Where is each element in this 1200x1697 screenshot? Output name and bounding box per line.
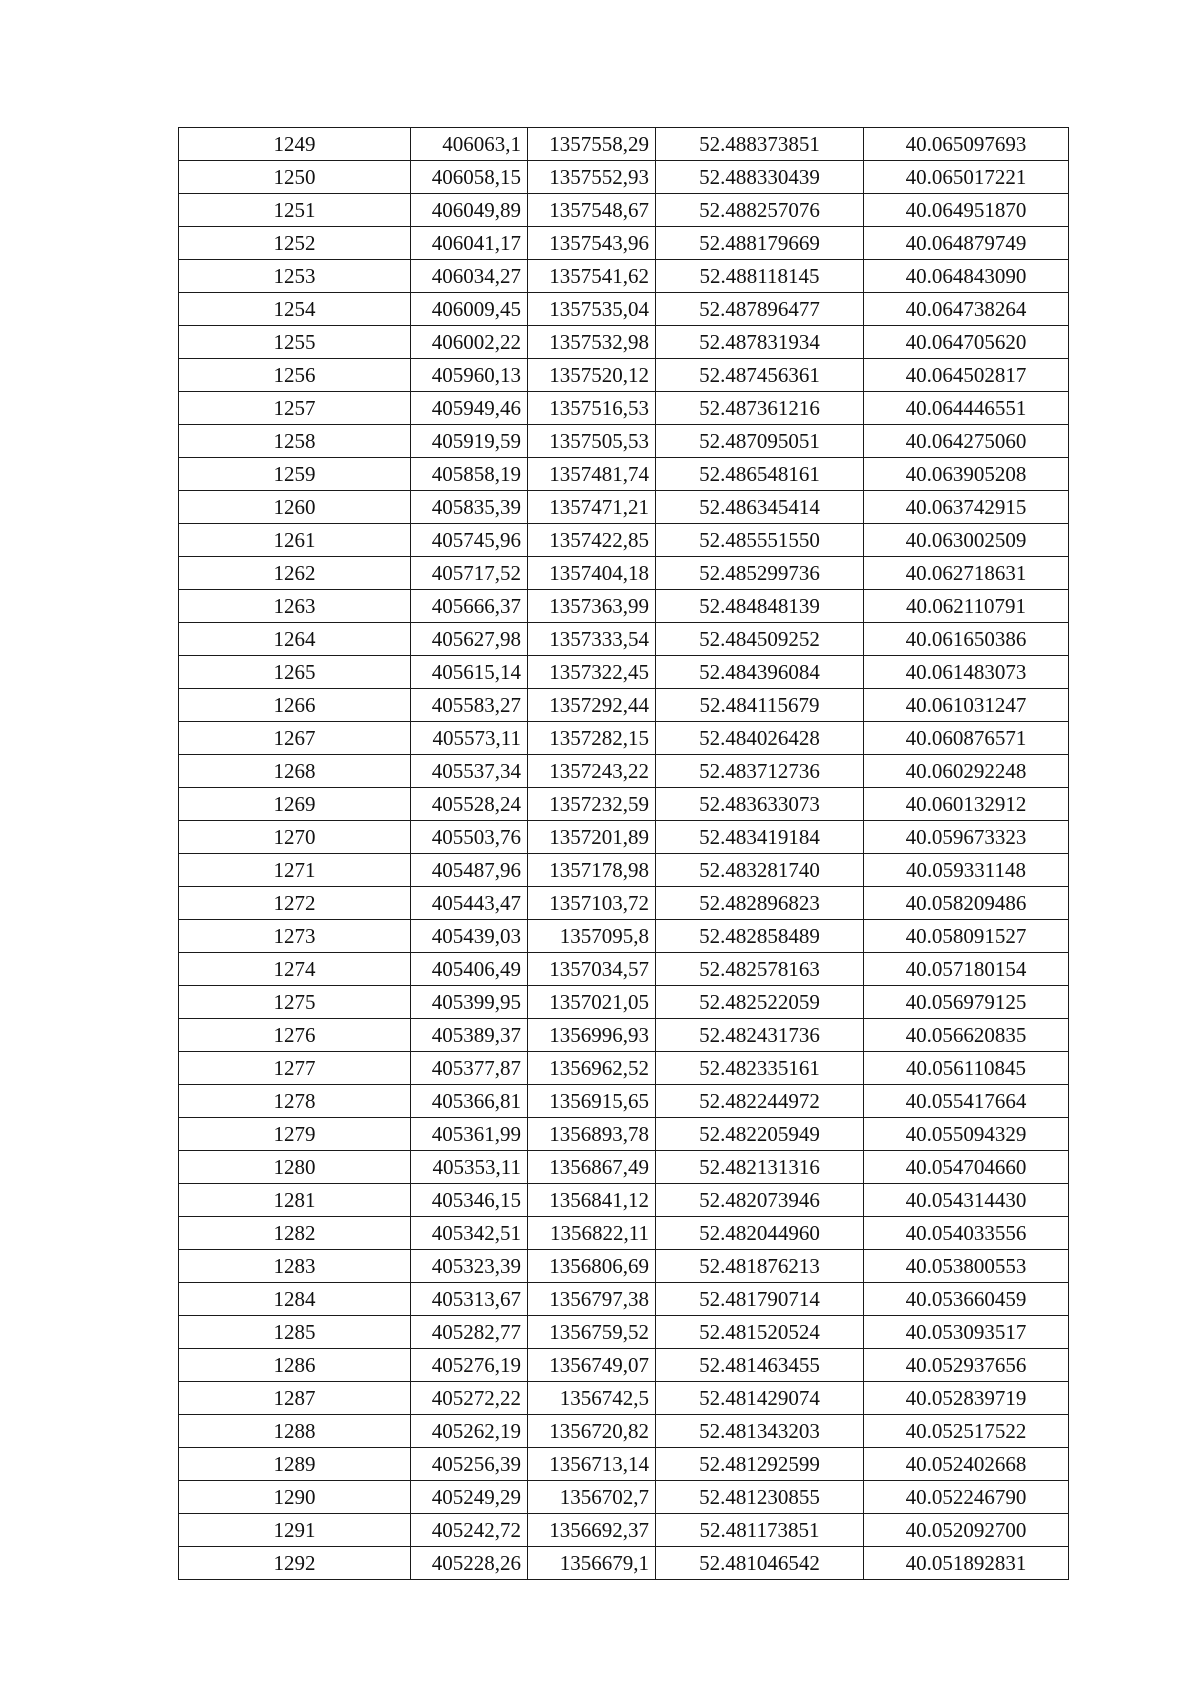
- latitude-cell: 52.487831934: [656, 326, 864, 359]
- x-coordinate-cell: 405242,72: [411, 1514, 528, 1547]
- table-row: [179, 1217, 1069, 1250]
- y-coordinate-cell: 1357543,96: [528, 227, 656, 260]
- longitude-cell: 40.060292248: [864, 755, 1069, 788]
- longitude-cell: 40.056110845: [864, 1052, 1069, 1085]
- y-coordinate-cell: 1356797,38: [528, 1283, 656, 1316]
- x-coordinate-cell: 405528,24: [411, 788, 528, 821]
- x-coordinate-cell: 405377,87: [411, 1052, 528, 1085]
- latitude-cell: 52.484396084: [656, 656, 864, 689]
- y-coordinate-cell: 1357034,57: [528, 953, 656, 986]
- table-row: [179, 260, 1069, 293]
- x-coordinate-cell: 405487,96: [411, 854, 528, 887]
- point-number-cell: 1250: [179, 161, 411, 194]
- y-coordinate-cell: 1356679,1: [528, 1547, 656, 1580]
- x-coordinate-cell: 405353,11: [411, 1151, 528, 1184]
- y-coordinate-cell: 1357243,22: [528, 755, 656, 788]
- table-row: [179, 1250, 1069, 1283]
- y-coordinate-cell: 1356749,07: [528, 1349, 656, 1382]
- x-coordinate-cell: 405282,77: [411, 1316, 528, 1349]
- y-coordinate-cell: 1357481,74: [528, 458, 656, 491]
- latitude-cell: 52.481790714: [656, 1283, 864, 1316]
- table-row: [179, 1448, 1069, 1481]
- y-coordinate-cell: 1357532,98: [528, 326, 656, 359]
- table-row: [179, 491, 1069, 524]
- latitude-cell: 52.487456361: [656, 359, 864, 392]
- y-coordinate-cell: 1357535,04: [528, 293, 656, 326]
- latitude-cell: 52.482858489: [656, 920, 864, 953]
- point-number-cell: 1287: [179, 1382, 411, 1415]
- y-coordinate-cell: 1357232,59: [528, 788, 656, 821]
- longitude-cell: 40.064843090: [864, 260, 1069, 293]
- point-number-cell: 1272: [179, 887, 411, 920]
- point-number-cell: 1263: [179, 590, 411, 623]
- y-coordinate-cell: 1357178,98: [528, 854, 656, 887]
- x-coordinate-cell: 406063,1: [411, 128, 528, 161]
- point-number-cell: 1260: [179, 491, 411, 524]
- longitude-cell: 40.061483073: [864, 656, 1069, 689]
- longitude-cell: 40.056620835: [864, 1019, 1069, 1052]
- x-coordinate-cell: 405919,59: [411, 425, 528, 458]
- y-coordinate-cell: 1356893,78: [528, 1118, 656, 1151]
- latitude-cell: 52.483712736: [656, 755, 864, 788]
- coordinates-table: [178, 127, 1069, 1580]
- point-number-cell: 1289: [179, 1448, 411, 1481]
- point-number-cell: 1255: [179, 326, 411, 359]
- table-row: [179, 689, 1069, 722]
- longitude-cell: 40.065097693: [864, 128, 1069, 161]
- latitude-cell: 52.484509252: [656, 623, 864, 656]
- point-number-cell: 1278: [179, 1085, 411, 1118]
- point-number-cell: 1267: [179, 722, 411, 755]
- point-number-cell: 1270: [179, 821, 411, 854]
- longitude-cell: 40.064879749: [864, 227, 1069, 260]
- y-coordinate-cell: 1357363,99: [528, 590, 656, 623]
- longitude-cell: 40.054033556: [864, 1217, 1069, 1250]
- table-row: [179, 821, 1069, 854]
- y-coordinate-cell: 1356806,69: [528, 1250, 656, 1283]
- longitude-cell: 40.058091527: [864, 920, 1069, 953]
- x-coordinate-cell: 406041,17: [411, 227, 528, 260]
- table-row: [179, 359, 1069, 392]
- latitude-cell: 52.484848139: [656, 590, 864, 623]
- latitude-cell: 52.485551550: [656, 524, 864, 557]
- latitude-cell: 52.486345414: [656, 491, 864, 524]
- latitude-cell: 52.488118145: [656, 260, 864, 293]
- y-coordinate-cell: 1356692,37: [528, 1514, 656, 1547]
- longitude-cell: 40.064502817: [864, 359, 1069, 392]
- table-row: [179, 227, 1069, 260]
- point-number-cell: 1273: [179, 920, 411, 953]
- point-number-cell: 1258: [179, 425, 411, 458]
- point-number-cell: 1283: [179, 1250, 411, 1283]
- y-coordinate-cell: 1357404,18: [528, 557, 656, 590]
- table-row: [179, 194, 1069, 227]
- table-row: [179, 623, 1069, 656]
- table-row: [179, 1415, 1069, 1448]
- latitude-cell: 52.481173851: [656, 1514, 864, 1547]
- point-number-cell: 1282: [179, 1217, 411, 1250]
- point-number-cell: 1264: [179, 623, 411, 656]
- longitude-cell: 40.059331148: [864, 854, 1069, 887]
- point-number-cell: 1256: [179, 359, 411, 392]
- x-coordinate-cell: 405858,19: [411, 458, 528, 491]
- point-number-cell: 1254: [179, 293, 411, 326]
- y-coordinate-cell: 1357103,72: [528, 887, 656, 920]
- table-row: [179, 986, 1069, 1019]
- x-coordinate-cell: 405666,37: [411, 590, 528, 623]
- longitude-cell: 40.063742915: [864, 491, 1069, 524]
- longitude-cell: 40.057180154: [864, 953, 1069, 986]
- table-row: [179, 1184, 1069, 1217]
- y-coordinate-cell: 1357422,85: [528, 524, 656, 557]
- latitude-cell: 52.484026428: [656, 722, 864, 755]
- table-row: [179, 1481, 1069, 1514]
- x-coordinate-cell: 405439,03: [411, 920, 528, 953]
- point-number-cell: 1292: [179, 1547, 411, 1580]
- latitude-cell: 52.481046542: [656, 1547, 864, 1580]
- point-number-cell: 1262: [179, 557, 411, 590]
- point-number-cell: 1269: [179, 788, 411, 821]
- x-coordinate-cell: 405745,96: [411, 524, 528, 557]
- point-number-cell: 1280: [179, 1151, 411, 1184]
- longitude-cell: 40.053800553: [864, 1250, 1069, 1283]
- table-row: [179, 524, 1069, 557]
- point-number-cell: 1286: [179, 1349, 411, 1382]
- table-row: [179, 1019, 1069, 1052]
- point-number-cell: 1252: [179, 227, 411, 260]
- longitude-cell: 40.062110791: [864, 590, 1069, 623]
- x-coordinate-cell: 405573,11: [411, 722, 528, 755]
- x-coordinate-cell: 406002,22: [411, 326, 528, 359]
- point-number-cell: 1251: [179, 194, 411, 227]
- latitude-cell: 52.481230855: [656, 1481, 864, 1514]
- table-row: [179, 953, 1069, 986]
- x-coordinate-cell: 405262,19: [411, 1415, 528, 1448]
- table-row: [179, 1151, 1069, 1184]
- latitude-cell: 52.485299736: [656, 557, 864, 590]
- point-number-cell: 1249: [179, 128, 411, 161]
- y-coordinate-cell: 1357548,67: [528, 194, 656, 227]
- table-row: [179, 392, 1069, 425]
- latitude-cell: 52.482522059: [656, 986, 864, 1019]
- latitude-cell: 52.482073946: [656, 1184, 864, 1217]
- latitude-cell: 52.484115679: [656, 689, 864, 722]
- longitude-cell: 40.053660459: [864, 1283, 1069, 1316]
- latitude-cell: 52.481876213: [656, 1250, 864, 1283]
- y-coordinate-cell: 1357558,29: [528, 128, 656, 161]
- longitude-cell: 40.060132912: [864, 788, 1069, 821]
- y-coordinate-cell: 1356962,52: [528, 1052, 656, 1085]
- longitude-cell: 40.051892831: [864, 1547, 1069, 1580]
- table-row: [179, 1382, 1069, 1415]
- point-number-cell: 1291: [179, 1514, 411, 1547]
- y-coordinate-cell: 1357471,21: [528, 491, 656, 524]
- y-coordinate-cell: 1356742,5: [528, 1382, 656, 1415]
- y-coordinate-cell: 1356915,65: [528, 1085, 656, 1118]
- latitude-cell: 52.483419184: [656, 821, 864, 854]
- longitude-cell: 40.063002509: [864, 524, 1069, 557]
- x-coordinate-cell: 405717,52: [411, 557, 528, 590]
- point-number-cell: 1275: [179, 986, 411, 1019]
- x-coordinate-cell: 405583,27: [411, 689, 528, 722]
- longitude-cell: 40.059673323: [864, 821, 1069, 854]
- y-coordinate-cell: 1357282,15: [528, 722, 656, 755]
- longitude-cell: 40.064738264: [864, 293, 1069, 326]
- point-number-cell: 1266: [179, 689, 411, 722]
- latitude-cell: 52.482335161: [656, 1052, 864, 1085]
- latitude-cell: 52.483633073: [656, 788, 864, 821]
- x-coordinate-cell: 405443,47: [411, 887, 528, 920]
- longitude-cell: 40.058209486: [864, 887, 1069, 920]
- x-coordinate-cell: 405835,39: [411, 491, 528, 524]
- latitude-cell: 52.482205949: [656, 1118, 864, 1151]
- y-coordinate-cell: 1357095,8: [528, 920, 656, 953]
- table-row: [179, 1514, 1069, 1547]
- table-row: [179, 557, 1069, 590]
- y-coordinate-cell: 1357333,54: [528, 623, 656, 656]
- point-number-cell: 1284: [179, 1283, 411, 1316]
- longitude-cell: 40.052092700: [864, 1514, 1069, 1547]
- longitude-cell: 40.053093517: [864, 1316, 1069, 1349]
- y-coordinate-cell: 1357552,93: [528, 161, 656, 194]
- x-coordinate-cell: 405272,22: [411, 1382, 528, 1415]
- y-coordinate-cell: 1356759,52: [528, 1316, 656, 1349]
- longitude-cell: 40.063905208: [864, 458, 1069, 491]
- y-coordinate-cell: 1356713,14: [528, 1448, 656, 1481]
- latitude-cell: 52.488179669: [656, 227, 864, 260]
- longitude-cell: 40.052937656: [864, 1349, 1069, 1382]
- table-row: [179, 887, 1069, 920]
- latitude-cell: 52.487896477: [656, 293, 864, 326]
- table-row: [179, 755, 1069, 788]
- longitude-cell: 40.060876571: [864, 722, 1069, 755]
- table-row: [179, 1316, 1069, 1349]
- y-coordinate-cell: 1356841,12: [528, 1184, 656, 1217]
- table-row: [179, 656, 1069, 689]
- table-row: [179, 854, 1069, 887]
- table-row: [179, 788, 1069, 821]
- longitude-cell: 40.052402668: [864, 1448, 1069, 1481]
- latitude-cell: 52.481292599: [656, 1448, 864, 1481]
- point-number-cell: 1277: [179, 1052, 411, 1085]
- x-coordinate-cell: 405389,37: [411, 1019, 528, 1052]
- x-coordinate-cell: 406049,89: [411, 194, 528, 227]
- x-coordinate-cell: 405406,49: [411, 953, 528, 986]
- y-coordinate-cell: 1356720,82: [528, 1415, 656, 1448]
- y-coordinate-cell: 1357505,53: [528, 425, 656, 458]
- coordinates-table-body: [179, 128, 1069, 1580]
- x-coordinate-cell: 405249,29: [411, 1481, 528, 1514]
- longitude-cell: 40.054704660: [864, 1151, 1069, 1184]
- longitude-cell: 40.052517522: [864, 1415, 1069, 1448]
- x-coordinate-cell: 405366,81: [411, 1085, 528, 1118]
- table-row: [179, 722, 1069, 755]
- x-coordinate-cell: 405228,26: [411, 1547, 528, 1580]
- longitude-cell: 40.052839719: [864, 1382, 1069, 1415]
- point-number-cell: 1268: [179, 755, 411, 788]
- latitude-cell: 52.488373851: [656, 128, 864, 161]
- longitude-cell: 40.052246790: [864, 1481, 1069, 1514]
- latitude-cell: 52.488330439: [656, 161, 864, 194]
- y-coordinate-cell: 1357292,44: [528, 689, 656, 722]
- x-coordinate-cell: 405323,39: [411, 1250, 528, 1283]
- table-row: [179, 590, 1069, 623]
- latitude-cell: 52.486548161: [656, 458, 864, 491]
- x-coordinate-cell: 405361,99: [411, 1118, 528, 1151]
- x-coordinate-cell: 406009,45: [411, 293, 528, 326]
- latitude-cell: 52.483281740: [656, 854, 864, 887]
- table-row: [179, 1283, 1069, 1316]
- y-coordinate-cell: 1357516,53: [528, 392, 656, 425]
- y-coordinate-cell: 1357021,05: [528, 986, 656, 1019]
- x-coordinate-cell: 405276,19: [411, 1349, 528, 1382]
- y-coordinate-cell: 1356996,93: [528, 1019, 656, 1052]
- x-coordinate-cell: 406058,15: [411, 161, 528, 194]
- longitude-cell: 40.055094329: [864, 1118, 1069, 1151]
- x-coordinate-cell: 405399,95: [411, 986, 528, 1019]
- point-number-cell: 1276: [179, 1019, 411, 1052]
- latitude-cell: 52.482578163: [656, 953, 864, 986]
- table-row: [179, 326, 1069, 359]
- latitude-cell: 52.482044960: [656, 1217, 864, 1250]
- latitude-cell: 52.481429074: [656, 1382, 864, 1415]
- point-number-cell: 1257: [179, 392, 411, 425]
- longitude-cell: 40.064705620: [864, 326, 1069, 359]
- longitude-cell: 40.061031247: [864, 689, 1069, 722]
- latitude-cell: 52.481463455: [656, 1349, 864, 1382]
- longitude-cell: 40.062718631: [864, 557, 1069, 590]
- y-coordinate-cell: 1357520,12: [528, 359, 656, 392]
- table-row: [179, 1052, 1069, 1085]
- table-row: [179, 425, 1069, 458]
- x-coordinate-cell: 405256,39: [411, 1448, 528, 1481]
- point-number-cell: 1253: [179, 260, 411, 293]
- point-number-cell: 1281: [179, 1184, 411, 1217]
- x-coordinate-cell: 405346,15: [411, 1184, 528, 1217]
- x-coordinate-cell: 405537,34: [411, 755, 528, 788]
- x-coordinate-cell: 405960,13: [411, 359, 528, 392]
- table-row: [179, 128, 1069, 161]
- latitude-cell: 52.482896823: [656, 887, 864, 920]
- x-coordinate-cell: 405949,46: [411, 392, 528, 425]
- x-coordinate-cell: 405627,98: [411, 623, 528, 656]
- table-row: [179, 1547, 1069, 1580]
- table-row: [179, 161, 1069, 194]
- longitude-cell: 40.065017221: [864, 161, 1069, 194]
- point-number-cell: 1290: [179, 1481, 411, 1514]
- longitude-cell: 40.055417664: [864, 1085, 1069, 1118]
- y-coordinate-cell: 1356822,11: [528, 1217, 656, 1250]
- point-number-cell: 1261: [179, 524, 411, 557]
- point-number-cell: 1265: [179, 656, 411, 689]
- longitude-cell: 40.061650386: [864, 623, 1069, 656]
- table-row: [179, 293, 1069, 326]
- table-row: [179, 1085, 1069, 1118]
- y-coordinate-cell: 1357541,62: [528, 260, 656, 293]
- y-coordinate-cell: 1357201,89: [528, 821, 656, 854]
- latitude-cell: 52.482131316: [656, 1151, 864, 1184]
- point-number-cell: 1288: [179, 1415, 411, 1448]
- table-row: [179, 1349, 1069, 1382]
- latitude-cell: 52.482244972: [656, 1085, 864, 1118]
- x-coordinate-cell: 405313,67: [411, 1283, 528, 1316]
- table-row: [179, 1118, 1069, 1151]
- longitude-cell: 40.056979125: [864, 986, 1069, 1019]
- table-row: [179, 920, 1069, 953]
- point-number-cell: 1274: [179, 953, 411, 986]
- latitude-cell: 52.488257076: [656, 194, 864, 227]
- point-number-cell: 1259: [179, 458, 411, 491]
- point-number-cell: 1285: [179, 1316, 411, 1349]
- latitude-cell: 52.487361216: [656, 392, 864, 425]
- point-number-cell: 1271: [179, 854, 411, 887]
- latitude-cell: 52.482431736: [656, 1019, 864, 1052]
- longitude-cell: 40.054314430: [864, 1184, 1069, 1217]
- x-coordinate-cell: 405342,51: [411, 1217, 528, 1250]
- longitude-cell: 40.064446551: [864, 392, 1069, 425]
- y-coordinate-cell: 1357322,45: [528, 656, 656, 689]
- latitude-cell: 52.481343203: [656, 1415, 864, 1448]
- point-number-cell: 1279: [179, 1118, 411, 1151]
- x-coordinate-cell: 405615,14: [411, 656, 528, 689]
- y-coordinate-cell: 1356702,7: [528, 1481, 656, 1514]
- longitude-cell: 40.064275060: [864, 425, 1069, 458]
- x-coordinate-cell: 405503,76: [411, 821, 528, 854]
- latitude-cell: 52.481520524: [656, 1316, 864, 1349]
- latitude-cell: 52.487095051: [656, 425, 864, 458]
- y-coordinate-cell: 1356867,49: [528, 1151, 656, 1184]
- longitude-cell: 40.064951870: [864, 194, 1069, 227]
- x-coordinate-cell: 406034,27: [411, 260, 528, 293]
- table-row: [179, 458, 1069, 491]
